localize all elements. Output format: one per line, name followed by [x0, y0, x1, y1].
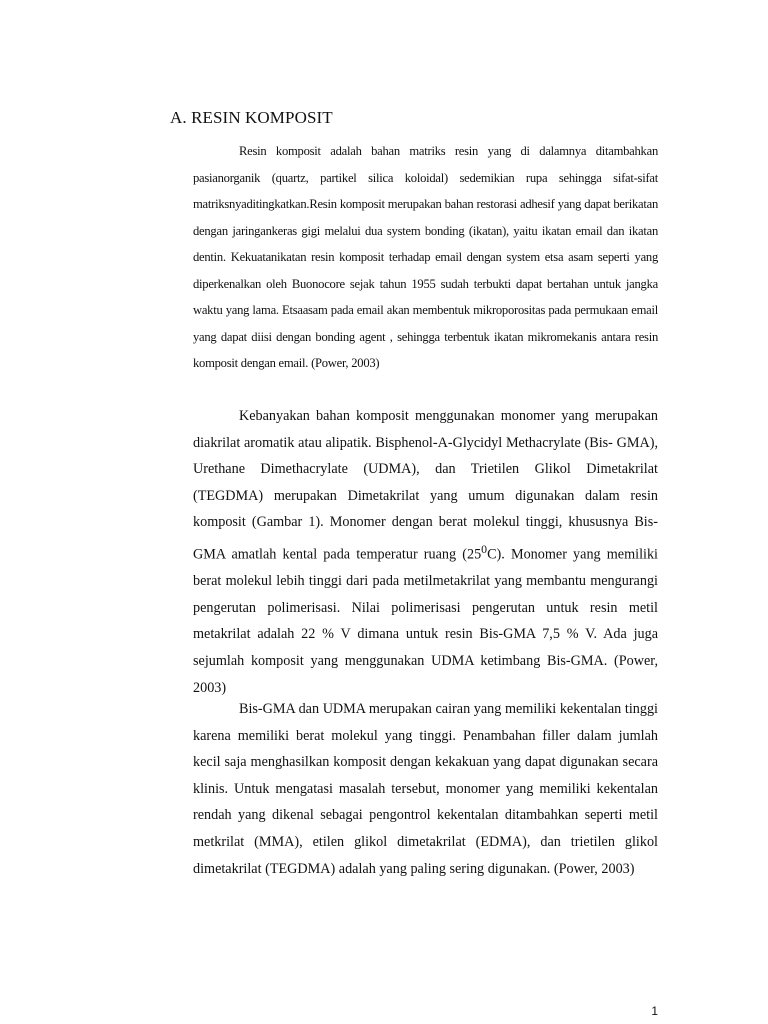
- paragraph-resin-composite-definition: Resin komposit adalah bahan matriks resin yang di dalamnya ditambahkan pasianorganik (quartz, partikel silica koloidal) sedemikian rupa sehingga sifat-sifat matriksnyaditingkatkan.Resin komposit merupakan bahan restorasi adhesif yang dapat berikatan dengan jaringankeras gigi melalui dua system bonding (ikatan), yaitu ikatan email dan ikatan dentin. Kekuatanikatan resin komposit terhadap email dengan system etsa asam seperti yang diperkenalkan oleh Buonocore sejak tahun 1955 sudah terbukti dapat bertahan untuk jangka waktu yang lama. Etsaasam pada email akan membentuk mikroporositas pada permukaan email yang dapat diisi dengan bonding agent , sehingga terbentuk ikatan mikromekanis antara resin komposit dengan email. (Power, 2003): [193, 144, 658, 370]
- section-heading: A. RESIN KOMPOSIT: [170, 108, 333, 127]
- page-number: 1: [651, 1004, 658, 1018]
- degree-superscript: 0: [481, 541, 488, 556]
- paragraph-monomers-text-part-1: Kebanyakan bahan komposit menggunakan monomer yang merupakan diakrilat aromatik atau alipatik. Bisphenol-A-Glycidyl Methacrylate (Bis- GMA), Urethane Dimethacrylate (UDMA), dan Trietilen Glikol Dimetakrilat (TEGDMA) merupakan Dimetakrilat yang umum digunakan dalam resin komposit (Gambar 1). Monomer dengan berat molekul tinggi, khususnya Bis-GMA amatlah kental pada temperatur ruang (25: [193, 408, 658, 563]
- paragraph-monomers: [193, 403, 658, 701]
- paragraph-monomers-text-part-2: C). Monomer yang memiliki berat molekul lebih tinggi dari pada metilmetakrilat yang membantu mengurangi pengerutan polimerisasi. Nilai polimerisasi pengerutan untuk resin metil metakrilat adalah 22 % V dimana untuk resin Bis-GMA 7,5 % V. Ada juga sejumlah komposit yang menggunakan UDMA ketimbang Bis-GMA. (Power, 2003): [193, 546, 659, 696]
- paragraph-viscosity-control: Bis-GMA dan UDMA merupakan cairan yang memiliki kekentalan tinggi karena memiliki berat molekul yang tinggi. Penambahan filler dalam jumlah kecil saja menghasilkan komposit dengan kekakuan yang dapat digunakan secara klinis. Untuk mengatasi masalah tersebut, monomer yang memiliki kekentalan rendah yang dikenal sebagai pengontrol kekentalan ditambahkan seperti metil metkrilat (MMA), etilen glikol dimetakrilat (EDMA), dan trietilen glikol dimetakrilat (TEGDMA) adalah yang paling sering digunakan. (Power, 2003): [193, 701, 658, 877]
